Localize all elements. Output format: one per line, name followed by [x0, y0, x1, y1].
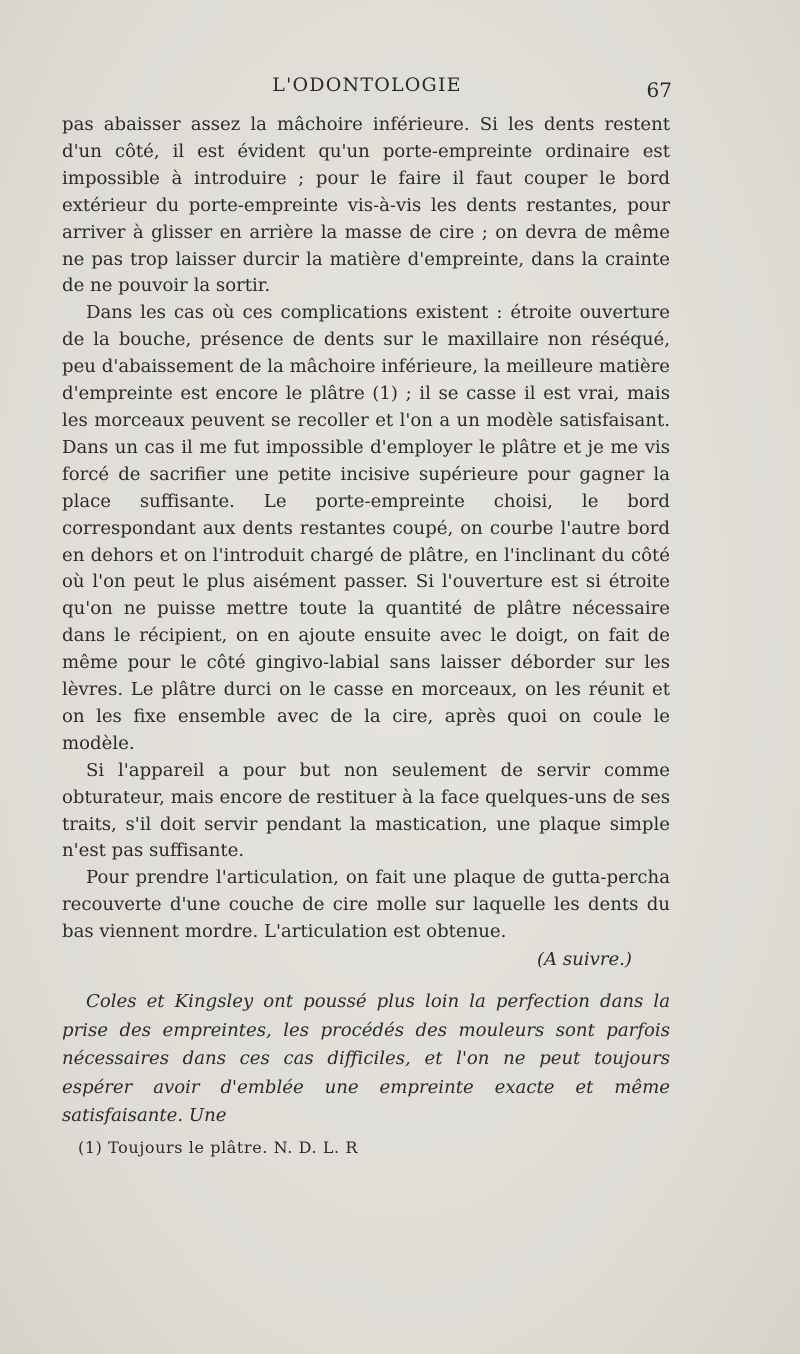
journal-title: L'ODONTOLOGIE [272, 74, 462, 96]
paragraph-appareil: Si l'appareil a pour but non seulement de servir comme obturateur, mais encore de restituer à la face quelques-uns de ses traits, s'il doit servir pendant la mastication, une plaque simple n'est pas suffisante. [62, 759, 670, 862]
footnote: (1) Toujours le plâtre. N. D. L. R [78, 1138, 359, 1157]
to-be-continued: (A suivre.) [537, 949, 632, 971]
italic-paragraph: Coles et Kingsley ont poussé plus loin la perfection dans la prise des empreintes, les procédés des mouleurs sont parfois nécessaires dans ces cas difficiles, et l'on ne peut toujours espérer avoir d'emblée une empreinte exacte et même satisfaisante. Une [62, 991, 670, 1127]
paragraph-continued: pas abaisser assez la mâchoire inférieure. Si les dents restent d'un côté, il est évident qu'un porte-empreinte ordinaire est impossible à introduire ; pour le faire il faut couper le bord extérieur du porte-empreinte vis-à-vis les dents restantes, pour arriver à glisser en arrière la masse de cire ; on devra de même ne pas trop laisser durcir la matière d'empreinte, dans la crainte de ne pouvoir la sortir. [62, 114, 670, 297]
paragraph-complications: Dans les cas où ces complications existent : étroite ouverture de la bouche, présence de dents sur le maxillaire non réséqué, peu d'abaissement de la mâchoire inférieure, la meilleure matière d'empreinte est encore le plâtre (1) ; il se casse il est vrai, mais les morceaux peuvent se recoller et l'on a un modèle satisfaisant. Dans un cas il me fut impossible d'employer le plâtre et je me vis forcé de sacrifier une petite incisive supérieure pour gagner la place suffisante. Le porte-empreinte choisi, le bord correspondant aux dents restantes coupé, on courbe l'autre bord en dehors et on l'introduit chargé de plâtre, en l'inclinant du côté où l'on peut le plus aisément passer. Si l'ouverture est si étroite qu'on ne puisse mettre toute la quantité de plâtre nécessaire dans le récipient, on en ajoute ensuite avec le doigt, on fait de même pour le côté gingivo-labial sans laisser déborder sur les lèvres. Le plâtre durci on le casse en morceaux, on les réunit et on les fixe ensemble avec de la cire, après quoi on coule le modèle. [62, 302, 670, 754]
article-body [62, 112, 670, 1131]
page-number: 67 [646, 78, 672, 102]
running-header [62, 74, 672, 104]
paragraph-articulation: Pour prendre l'articulation, on fait une plaque de gutta-percha recouverte d'une couche de cire molle sur laquelle les dents du bas viennent mordre. L'articulation est obtenue. [62, 867, 670, 943]
